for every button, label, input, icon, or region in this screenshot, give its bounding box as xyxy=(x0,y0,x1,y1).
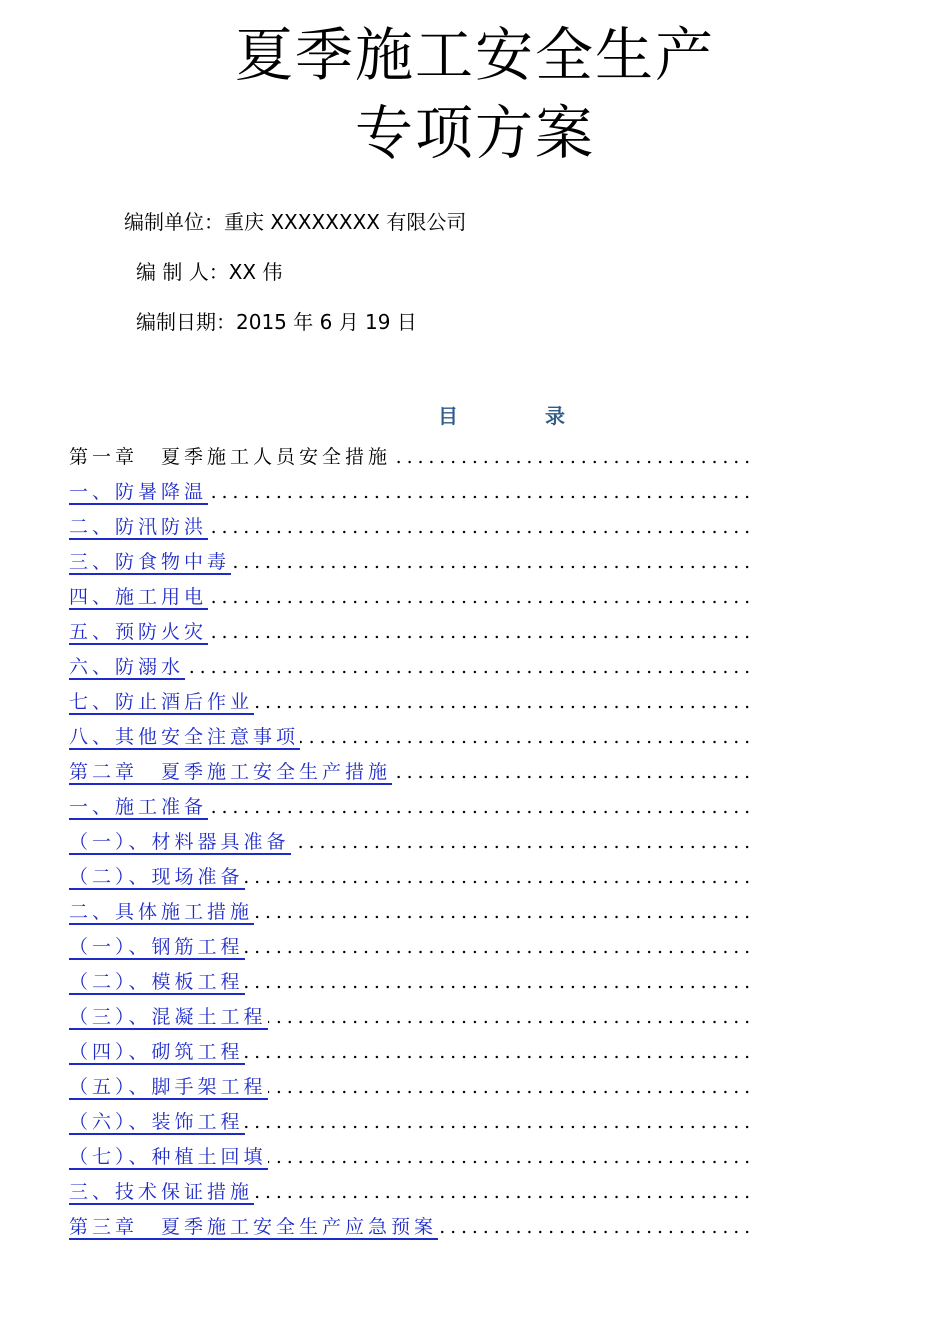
toc-entry-link[interactable] xyxy=(69,790,751,825)
toc-entry-link[interactable] xyxy=(69,475,751,510)
toc-entry-link[interactable] xyxy=(69,1140,751,1175)
toc-entry-label[interactable]: （七）、种植土回填 xyxy=(69,1146,267,1168)
toc-heading: 目 录 xyxy=(438,404,605,428)
toc-entry-link[interactable] xyxy=(69,545,751,580)
toc-entry-label[interactable]: 一、防暑降温 xyxy=(69,481,208,503)
toc-entry-label[interactable]: 三、技术保证措施 xyxy=(69,1181,254,1203)
toc-entry-link[interactable] xyxy=(69,720,751,755)
toc-entry-label: 第一章 夏季施工人员安全措施 xyxy=(69,446,392,468)
toc-entry-link[interactable] xyxy=(69,930,751,965)
toc-entry-label[interactable]: 第二章 夏季施工安全生产措施 xyxy=(69,761,392,783)
toc-entry-label[interactable]: （四）、砌筑工程 xyxy=(69,1041,244,1063)
toc-entry-link[interactable] xyxy=(69,615,751,650)
toc-entry-link[interactable] xyxy=(69,650,751,685)
toc-entry-label[interactable]: 二、防汛防洪 xyxy=(69,516,208,538)
toc-entry-link[interactable] xyxy=(69,510,751,545)
toc-entry-label[interactable]: （三）、混凝土工程 xyxy=(69,1006,267,1028)
toc-entry-label[interactable]: （六）、装饰工程 xyxy=(69,1111,244,1133)
toc-entry-label[interactable]: 五、预防火灾 xyxy=(69,621,208,643)
compiling-unit: 编制单位：重庆 XXXXXXXX 有限公司 xyxy=(124,210,467,234)
toc-entry-link[interactable] xyxy=(69,1105,751,1140)
toc-entry-label[interactable]: （二）、现场准备 xyxy=(69,866,244,888)
toc-entry-link[interactable] xyxy=(69,895,751,930)
document-title-line-2: 专项方案 xyxy=(354,99,595,167)
document-title-line-1: 夏季施工安全生产 xyxy=(234,21,715,89)
toc-entry-link[interactable] xyxy=(69,1035,751,1070)
compile-date: 编制日期：2015 年 6 月 19 日 xyxy=(136,310,417,334)
toc-entry-link[interactable] xyxy=(69,825,751,860)
toc-entry-link[interactable] xyxy=(69,755,751,790)
compiler: 编 制 人：XX 伟 xyxy=(136,260,283,284)
toc-entry-label[interactable]: 一、施工准备 xyxy=(69,796,208,818)
toc-entry-link[interactable] xyxy=(69,860,751,895)
toc-entry-label[interactable]: 三、防食物中毒 xyxy=(69,551,231,573)
toc-entry-label[interactable]: 二、具体施工措施 xyxy=(69,901,254,923)
toc-entry-link[interactable] xyxy=(69,965,751,1000)
toc-entry-label[interactable]: 六、防溺水 xyxy=(69,656,185,678)
toc-entry-label[interactable]: （一）、钢筋工程 xyxy=(69,936,244,958)
toc-entry-label[interactable]: 四、施工用电 xyxy=(69,586,208,608)
toc-entry-label[interactable]: 八、其他安全注意事项 xyxy=(69,726,300,748)
toc-entry-label[interactable]: （二）、模板工程 xyxy=(69,971,244,993)
toc-entry-link[interactable] xyxy=(69,1070,751,1105)
toc-entry-link[interactable] xyxy=(69,685,751,720)
toc-entry-link[interactable] xyxy=(69,1175,751,1210)
toc-entry-link[interactable] xyxy=(69,1000,751,1035)
toc-entry-label[interactable]: 第三章 夏季施工安全生产应急预案 xyxy=(69,1216,438,1238)
toc-entry-label[interactable]: （五）、脚手架工程 xyxy=(69,1076,267,1098)
toc-entry-label[interactable]: （一）、材料器具准备 xyxy=(69,831,290,853)
toc-entry-link[interactable] xyxy=(69,580,751,615)
toc-entry-label[interactable]: 七、防止酒后作业 xyxy=(69,691,254,713)
toc-entry-link[interactable] xyxy=(69,1210,751,1245)
toc-entry xyxy=(69,440,751,475)
table-of-contents xyxy=(69,440,751,1245)
